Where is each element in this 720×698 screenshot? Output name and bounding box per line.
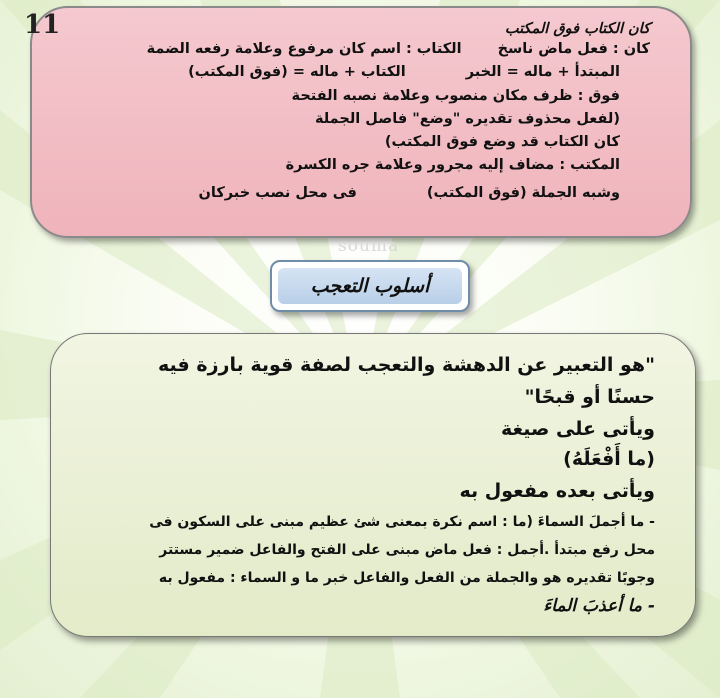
- parsing-line-8: وشبه الجملة (فوق المكتب)فى محل نصب خبركان: [198, 185, 620, 201]
- example-1-parsing-line-1: - ما أجملَ السماءَ (ما : اسم نكرة بمعنى شئ عظيم مبنى على السكون فى: [149, 514, 655, 530]
- form-intro: ويأتى على صيغة: [501, 418, 655, 440]
- section-title-banner: [270, 260, 470, 312]
- parsing-line-7: المكتب : مضاف إليه مجرور وعلامة جره الكسرة: [285, 157, 620, 173]
- parsing-line-3: المبتدأ + ماله = الخبرالكتاب + ماله = (فوق المكتب): [188, 64, 620, 80]
- example-1-parsing-line-3: وجوبًا تقديره هو والجملة من الفعل والفاعل خبر ما و السماء : مفعول به: [158, 570, 655, 586]
- object-note: ويأتى بعده مفعول به: [459, 480, 655, 502]
- parsing-line-6: كان الكتاب قد وضع فوق المكتب): [384, 134, 620, 150]
- section-title: أسلوب التعجب: [278, 268, 462, 304]
- parsing-line-4: فوق : ظرف مكان منصوب وعلامة نصبه الفتحة: [291, 88, 620, 104]
- definition-line-1: "هو التعبير عن الدهشة والتعجب لصفة قوية بارزة فيه: [158, 354, 655, 376]
- page-number: 11: [24, 10, 61, 40]
- watermark-text: souma: [338, 236, 400, 256]
- example-sentence: كان الكتاب فوق المكتب: [504, 21, 650, 37]
- parsing-line-2: كان : فعل ماض ناسخالكتاب : اسم كان مرفوع وعلامة رفعه الضمة: [146, 41, 650, 57]
- form-pattern: (ما أَفْعَلَهُ): [563, 448, 655, 470]
- definition-line-2: حسنًا أو قبحًا": [524, 386, 655, 408]
- parsing-line-5: (لفعل محذوف تقديره "وضع" فاصل الجملة: [314, 111, 620, 127]
- example-1-parsing-line-2: محل رفع مبتدأ .أجمل : فعل ماض مبنى على الفتح والفاعل ضمير مستتر: [159, 542, 655, 558]
- grammar-parsing-box: [30, 6, 692, 238]
- definition-box: [50, 333, 696, 637]
- example-2: - ما أعذبَ الماءَ: [543, 596, 655, 616]
